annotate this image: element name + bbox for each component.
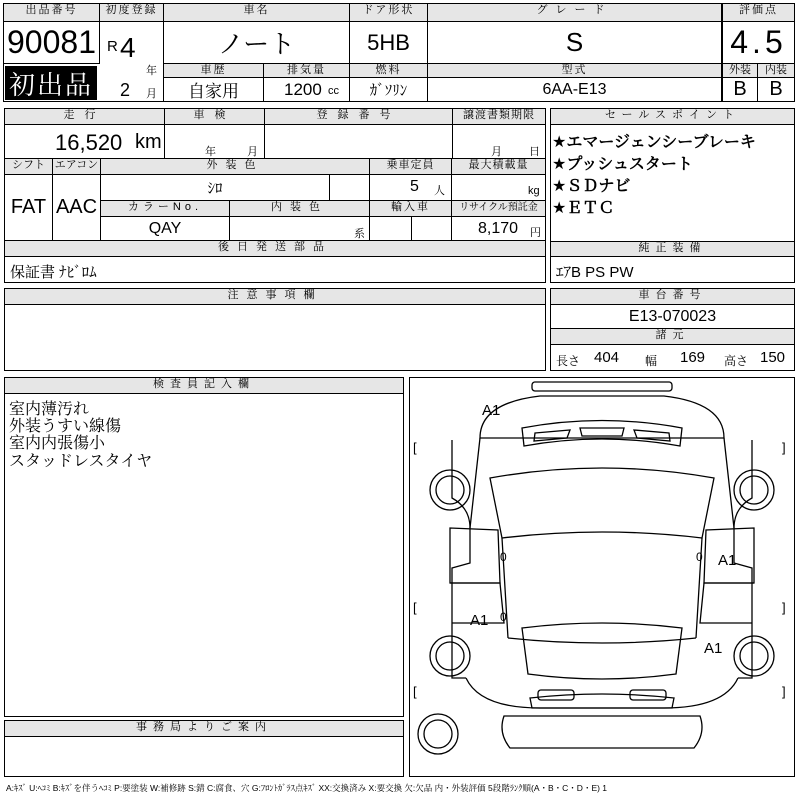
chassis-label: 車台番号 [551, 289, 794, 305]
ac: AAC [53, 175, 101, 241]
max-load-cell [452, 175, 545, 201]
year-unit: 年 [146, 65, 157, 77]
import-cell-a [370, 217, 412, 241]
sales-point-item: ★ＥＴＣ [552, 200, 615, 217]
inspection-cell [165, 125, 265, 159]
length: 404 [594, 349, 620, 366]
era-prefix: R [107, 38, 118, 55]
plate-label: 登録番号 [265, 109, 453, 125]
import-label: 輸入車 [370, 201, 452, 217]
history-label: 車歴 [164, 64, 264, 78]
equipment-label: 純正装備 [551, 241, 794, 257]
score: 4.5 [722, 22, 794, 64]
sales-point-item: ★プッシュスタート [552, 156, 693, 173]
bracket-mark: ] [782, 440, 786, 455]
exterior-color-label: 外装色 [101, 159, 370, 175]
capacity-label: 乗車定員 [370, 159, 452, 175]
grade: S [428, 22, 722, 64]
damage-diagram [409, 377, 795, 777]
shipped-parts: 保証書 ﾅﾋﾞﾛﾑ [10, 264, 97, 281]
fuel-label: 燃料 [350, 64, 428, 78]
interior-color-cell [230, 217, 370, 241]
interior-grade-label: 内装 [758, 64, 794, 78]
grade-label: グレード [428, 4, 722, 22]
inspector-note: 室内薄汚れ [9, 401, 90, 418]
bracket-mark: ] [782, 600, 786, 615]
bracket-mark: ] [782, 684, 786, 699]
sales-points-label: セールスポイント [551, 109, 794, 125]
max-load-unit: kg [528, 185, 540, 197]
inspector-note: 室内内張傷小 [9, 435, 106, 452]
inspection-month-unit: 月 [247, 146, 258, 158]
recycle-unit: 円 [530, 227, 541, 239]
legend-footer: A:ｷｽﾞ U:ﾍｺﾐ B:ｷｽﾞを伴うﾍｺﾐ P:要塗装 W:補修跡 S:錆 C:腐食、穴 G:ﾌﾛﾝﾄｶﾞﾗｽ点ｷｽﾞ XX:交換済み X:要交換 欠:欠品 内・外装評価 5段階ﾗﾝｸ順(A・B・C・D・E) 1 [6, 783, 608, 793]
mileage-unit: km [135, 131, 162, 153]
inspection-label: 車検 [165, 109, 265, 125]
inspector-note: スタッドレスタイヤ [9, 453, 153, 470]
interior-color-suffix: 系 [354, 228, 365, 240]
max-load-label: 最大積載量 [452, 159, 545, 175]
car-name: ノート [164, 22, 350, 64]
shipped-parts-label: 後日発送部品 [5, 241, 545, 257]
displacement-cell [264, 78, 350, 102]
displacement-label: 排気量 [264, 64, 350, 78]
equipment-value: ｴｱB PS PW [556, 264, 634, 281]
sales-point-item: ★エマージェンシーブレーキ [552, 134, 756, 151]
capacity-cell [370, 175, 452, 201]
tire-mark: 0 [500, 610, 507, 624]
mileage-cell [5, 125, 165, 159]
model-code: 6AA-E13 [428, 78, 722, 102]
reg-year-cell [100, 22, 164, 78]
mileage: 16,520 [55, 130, 123, 155]
bracket-mark: [ [413, 440, 417, 455]
lot-label: 出品番号 [4, 4, 100, 22]
transfer-deadline-label: 譲渡書類期限 [453, 109, 545, 125]
sales-point-item: ★ＳＤナビ [552, 178, 631, 195]
exterior-grade-label: 外装 [722, 64, 758, 78]
plate-cell [265, 125, 453, 159]
length-label: 長さ [556, 354, 581, 368]
model-code-label: 型式 [428, 64, 722, 78]
inspector-note: 外装うすい線傷 [9, 418, 122, 435]
reg-year: 4 [120, 32, 136, 63]
recycle-cell [452, 217, 545, 241]
interior-grade: B [758, 78, 794, 102]
color-no: QAY [101, 217, 230, 241]
reg-month: 2 [120, 80, 131, 100]
shift-label: シフト [5, 159, 53, 175]
fuel: ｶﾞｿﾘﾝ [350, 78, 428, 102]
chassis-number: E13-070023 [551, 305, 794, 329]
score-label: 評価点 [722, 4, 794, 22]
height-label: 高さ [724, 354, 749, 368]
width: 169 [680, 349, 706, 366]
mileage-label: 走行 [5, 109, 165, 125]
bracket-mark: [ [413, 600, 417, 615]
displacement-unit: cc [328, 85, 339, 97]
capacity: 5 [410, 178, 419, 195]
month-unit: 月 [146, 88, 157, 100]
office-label: 事務局よりご案内 [5, 721, 403, 737]
transfer-month-unit: 月 [491, 146, 502, 158]
height: 150 [760, 349, 786, 366]
tire-mark: 0 [696, 550, 703, 564]
inspection-year-unit: 年 [205, 146, 216, 158]
exterior-color: ｼﾛ [101, 175, 330, 201]
displacement: 1200 [284, 80, 322, 99]
door-type: 5HB [350, 22, 428, 64]
transfer-day-unit: 日 [529, 146, 540, 158]
recycle-fee: 8,170 [478, 220, 519, 237]
transfer-cell [453, 125, 545, 159]
exterior-grade: B [722, 78, 758, 102]
exterior-color-spare [330, 175, 370, 201]
import-cell-b [412, 217, 452, 241]
door-label: ドア形状 [350, 4, 428, 22]
capacity-unit: 人 [434, 185, 445, 197]
inspector-label: 検査員記入欄 [5, 378, 403, 394]
first-listing-badge: 初出品 [5, 66, 97, 100]
bracket-mark: [ [413, 684, 417, 699]
tire-mark: 0 [500, 550, 507, 564]
reg-month-cell [100, 78, 164, 102]
car-outline-diagram [410, 378, 794, 776]
damage-mark: A1 [704, 640, 723, 657]
shift: FAT [5, 175, 53, 241]
notes-label: 注意事項欄 [5, 289, 545, 305]
damage-mark: A1 [470, 612, 489, 629]
width-label: 幅 [645, 354, 658, 368]
damage-mark: A1 [718, 552, 737, 569]
ac-label: エアコン [53, 159, 101, 175]
lot-number: 90081 [4, 22, 100, 64]
dimensions-label: 諸元 [551, 329, 794, 345]
recycle-label: リサイクル預託金 [452, 201, 545, 217]
color-no-label: カラーNo. [101, 201, 230, 217]
car-name-label: 車名 [164, 4, 350, 22]
interior-color-label: 内装色 [230, 201, 370, 217]
damage-mark: A1 [482, 402, 501, 419]
history: 自家用 [164, 78, 264, 102]
first-reg-label: 初度登録 [100, 4, 164, 22]
